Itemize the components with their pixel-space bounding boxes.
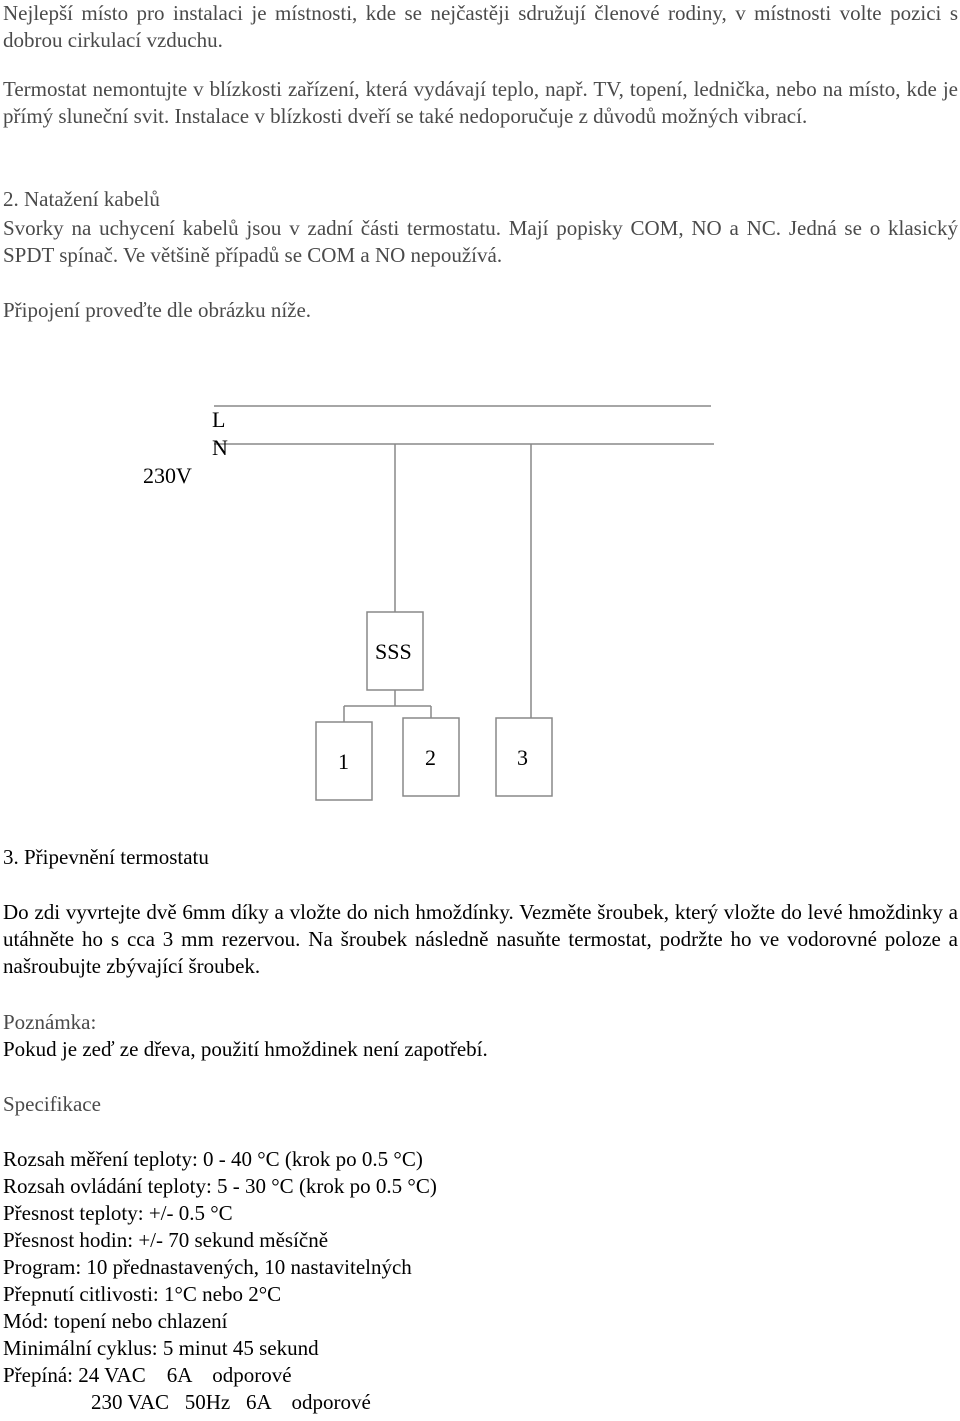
spec-item-measure-range: Rozsah měření teploty: 0 - 40 °C (krok po 0.5 °C) bbox=[3, 1147, 423, 1171]
label-l: L bbox=[212, 407, 226, 432]
label-terminal-3: 3 bbox=[517, 745, 528, 770]
label-sss: SSS bbox=[375, 639, 412, 664]
spec-item-clock-accuracy: Přesnost hodin: +/- 70 sekund měsíčně bbox=[3, 1228, 329, 1252]
section-2-heading: 2. Natažení kabelů bbox=[3, 187, 160, 211]
spec-item-switching-230vac: 230 VAC 50Hz 6A odporové bbox=[91, 1390, 371, 1414]
label-terminal-1: 1 bbox=[338, 749, 349, 774]
spec-item-control-range: Rozsah ovládání teploty: 5 - 30 °C (krok po 0.5 °C) bbox=[3, 1174, 437, 1198]
spec-item-mode: Mód: topení nebo chlazení bbox=[3, 1309, 228, 1333]
section-3-heading: 3. Připevnění termostatu bbox=[3, 845, 209, 869]
specs-list bbox=[3, 1146, 958, 1416]
label-terminal-2: 2 bbox=[425, 745, 436, 770]
wiring-diagram-lines bbox=[0, 380, 960, 820]
label-230v: 230V bbox=[143, 463, 192, 488]
spec-item-switching-24vac: Přepíná: 24 VAC 6A odporové bbox=[3, 1363, 292, 1387]
note-text: Pokud je zeď ze dřeva, použití hmoždinek není zapotřebí. bbox=[3, 1037, 488, 1061]
intro-paragraph-1: Nejlepší místo pro instalaci je místnosti, kde se nejčastěji sdružují členové rodiny, v místnosti volte pozici s dobrou cirkulací vzduchu. bbox=[3, 1, 958, 52]
spec-item-program: Program: 10 přednastavených, 10 nastavitelných bbox=[3, 1255, 412, 1279]
spec-item-sensitivity: Přepnutí citlivosti: 1°C nebo 2°C bbox=[3, 1282, 282, 1306]
note-label: Poznámka: bbox=[3, 1010, 97, 1034]
wiring-diagram bbox=[0, 380, 960, 820]
spec-item-min-cycle: Minimální cyklus: 5 minut 45 sekund bbox=[3, 1336, 319, 1360]
section-2-text: Svorky na uchycení kabelů jsou v zadní části termostatu. Mají popisky COM, NO a NC. Jedná se o klasický SPDT spínač. Ve většině případů se COM a NO nepoužívá. bbox=[3, 216, 958, 267]
spec-item-temp-accuracy: Přesnost teploty: +/- 0.5 °C bbox=[3, 1201, 233, 1225]
section-3-text: Do zdi vyvrtejte dvě 6mm díky a vložte do nich hmoždínky. Vezměte šroubek, který vložte do levé hmoždinky a utáhněte ho s cca 3 mm rezervou. Na šroubek následně nasuňte termostat, podržte ho ve vodorovné poloze a našroubujte zbývající šroubek. bbox=[3, 900, 958, 978]
label-n: N bbox=[212, 435, 228, 460]
section-2-instruction: Připojení proveďte dle obrázku níže. bbox=[3, 298, 312, 322]
intro-paragraph-2: Termostat nemontujte v blízkosti zařízení, která vydávají teplo, např. TV, topení, lednička, nebo na místo, kde je přímý sluneční svit. Instalace v blízkosti dveří se také nedoporučuje z důvodů možných vibrací. bbox=[3, 77, 958, 128]
specs-heading: Specifikace bbox=[3, 1092, 101, 1116]
